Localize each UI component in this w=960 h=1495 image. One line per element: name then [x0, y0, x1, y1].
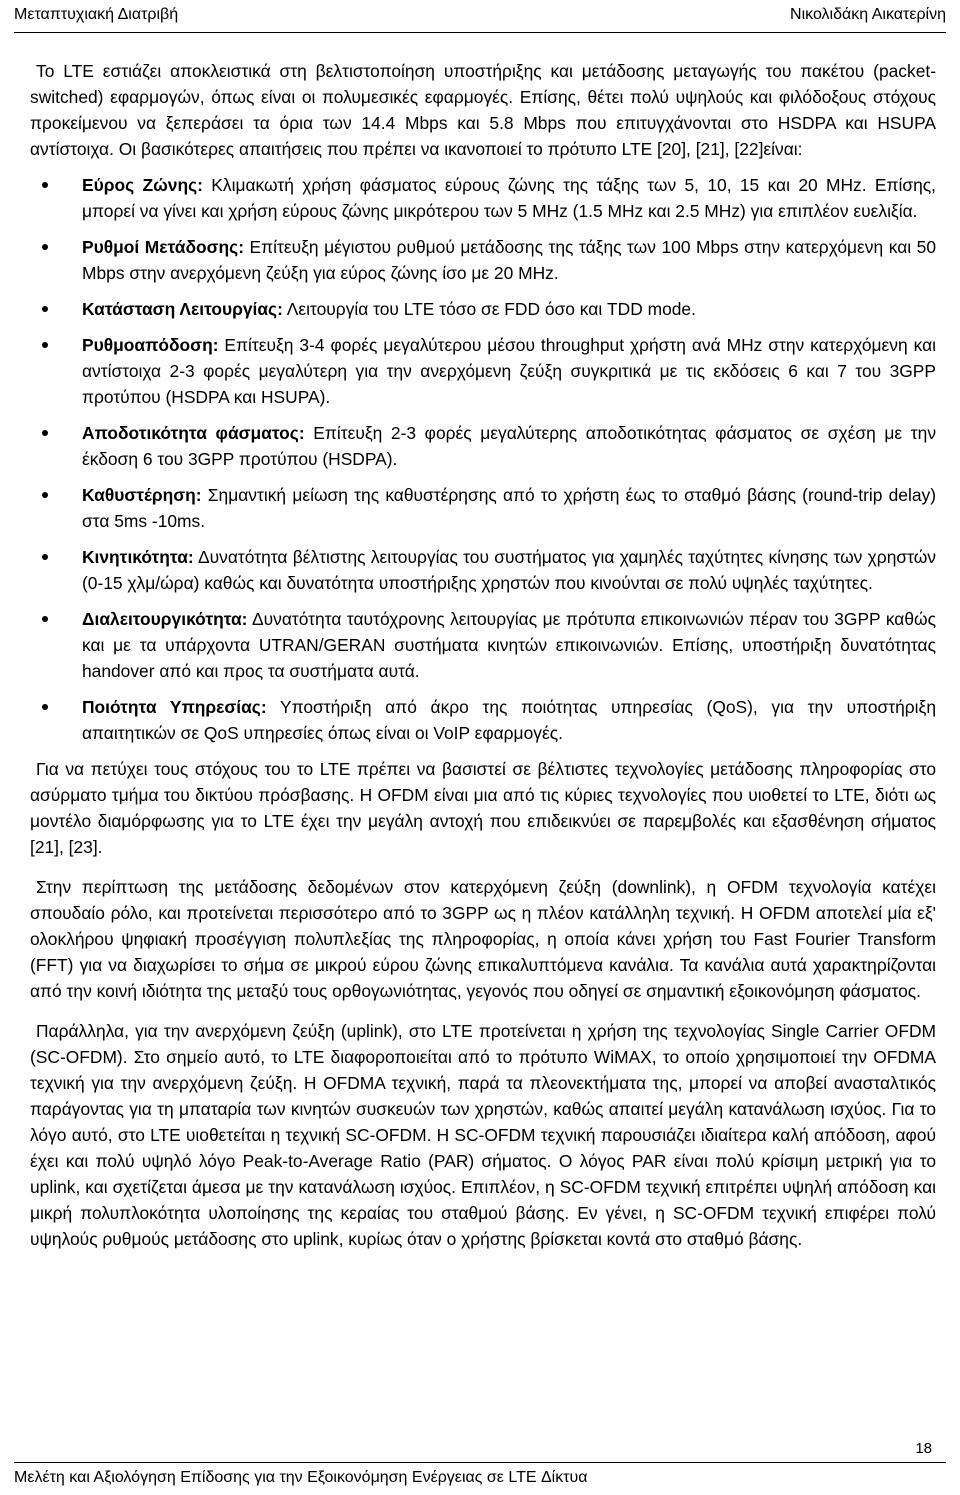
- requirement-term: Ποιότητα Υπηρεσίας:: [82, 697, 267, 717]
- bullet-icon: [42, 342, 48, 348]
- requirement-term: Κινητικότητα:: [82, 547, 194, 567]
- body-paragraph: Στην περίπτωση της μετάδοσης δεδομένων στον κατερχόμενη ζεύξη (downlink), η OFDM τεχνολογία κατέχει σπουδαίο ρόλο, και προτείνεται περισσότερο από το 3GPP ως η πλέον κατάλληλη τεχνική. Η OFDM αποτελεί μία εξ' ολοκλήρου ψηφιακή προσέγγιση πολυπλεξίας της πληροφορίας, η οποία κάνει χρήση του Fast Fourier Transform (FFT) για να διαχωρίσει το σήμα σε μικρού εύρου ζώνης επικαλυπτόμενα κανάλια. Τα κανάλια αυτά χαρακτηρίζονται από την κοινή ιδιότητα της μεταξύ τους ορθογωνιότητας, γεγονός που οδηγεί σε σημαντική εξοικονόμηση φάσματος.: [30, 877, 936, 1001]
- requirement-text: Επίτευξη 2-3 φορές μεγαλύτερης αποδοτικότητας φάσματος σε σχέση με την έκδοση 6 του 3GPP προτύπου (HSDPA).: [82, 423, 937, 469]
- list-item: [30, 332, 936, 410]
- page-header: [14, 4, 946, 33]
- bullet-icon: [42, 616, 48, 622]
- list-item: [30, 544, 936, 596]
- requirement-text: Δυνατότητα βέλτιστης λειτουργίας του συστήματος για χαμηλές ταχύτητες κίνησης των χρηστών (0-15 χλμ/ώρα) καθώς και δυνατότητα υποστήριξης χρηστών που κινούνται σε πολύ υψηλές ταχύτητες.: [82, 547, 936, 593]
- list-item: [30, 694, 936, 746]
- intro-paragraph: Το LTE εστιάζει αποκλειστικά στη βελτιστοποίηση υποστήριξης και μετάδοσης μεταγωγής του πακέτου (packet-switched) εφαρμογών, όπως είναι οι πολυμεσικές εφαρμογές. Επίσης, θέτει πολύ υψηλούς και φιλόδοξους στόχους προκείμενου να ξεπεράσει τα όρια των 14.4 Mbps και 5.8 Mbps που επιτυγχάνονται στο HSDPA και HSUPA αντίστοιχα. Οι βασικότερες απαιτήσεις που πρέπει να ικανοποιεί το πρότυπο LTE [20], [21], [22]είναι:: [30, 61, 936, 159]
- bullet-icon: [42, 306, 48, 312]
- requirement-text: Υποστήριξη από άκρο της ποιότητας υπηρεσίας (QoS), για την υποστήριξη απαιτητικών σε QoS υπηρεσίες όπως είναι οι VoIP εφαρμογές.: [82, 697, 936, 743]
- body-paragraph: Για να πετύχει τους στόχους του το LTE πρέπει να βασιστεί σε βέλτιστες τεχνολογίες μετάδοσης πληροφορίας στο ασύρματο τμήμα του δικτύου πρόσβασης. Η OFDM είναι μια από τις κύριες τεχνολογίες που υιοθετεί το LTE, διότι ως μοντέλο διαμόρφωσης για το LTE έχει την μεγάλη αντοχή που επιδεικνύει σε παρεμβολές και εξασθένηση σήματος [21], [23].: [30, 759, 936, 857]
- header-author: Νικολιδάκη Αικατερίνη: [790, 6, 946, 23]
- bullet-icon: [42, 704, 48, 710]
- requirement-text: Επίτευξη μέγιστου ρυθμού μετάδοσης της τάξης των 100 Mbps στην κατερχόμενη και 50 Mbps στην ανερχόμενη ζεύξη για εύρος ζώνης ίσο με 20 MHz.: [82, 237, 937, 283]
- bullet-icon: [42, 492, 48, 498]
- page-body: [30, 58, 936, 1252]
- requirement-text: Σημαντική μείωση της καθυστέρησης από το χρήστη έως το σταθμό βάσης (round-trip delay) στα 5ms -10ms.: [82, 485, 936, 531]
- bullet-icon: [42, 244, 48, 250]
- list-item: [30, 172, 936, 224]
- bullet-icon: [42, 554, 48, 560]
- requirements-list: [30, 172, 936, 746]
- requirement-term: Ρυθμοί Μετάδοσης:: [82, 237, 244, 257]
- page-footer: Μελέτη και Αξιολόγηση Επίδοσης για την Εξοικονόμηση Ενέργειας σε LTE Δίκτυα: [14, 1462, 946, 1493]
- requirement-text: Επίτευξη 3-4 φορές μεγαλύτερου μέσου throughput χρήστη ανά MHz στην κατερχόμενη και αντίστοιχα 2-3 φορές μεγαλύτερη για την ανερχόμενη ζεύξη συγκριτικά με τις εκδόσεις 6 και 7 του 3GPP προτύπου (HSDPA και HSUPA).: [82, 335, 936, 407]
- requirement-text: Κλιμακωτή χρήση φάσματος εύρους ζώνης της τάξης των 5, 10, 15 και 20 MHz. Επίσης, μπορεί να γίνει και χρήση εύρους ζώνης μικρότερου των 5 MHz (1.5 MHz και 2.5 MHz) για επιπλέον ευελιξία.: [82, 175, 937, 221]
- body-paragraph: Παράλληλα, για την ανερχόμενη ζεύξη (uplink), στο LTE προτείνεται η χρήση της τεχνολογίας Single Carrier OFDM (SC-OFDM). Στο σημείο αυτό, το LTE διαφοροποιείται από το πρότυπο WiMAX, το οποίο χρησιμοποιεί την OFDMA τεχνική για την ανερχόμενη ζεύξη. Η OFDMA τεχνική, παρά τα πλεονεκτήματα της, μπορεί να αποβεί ανασταλτικός παράγοντας για τη μπαταρία των κινητών συσκευών των χρηστών, καθώς απαιτεί μεγάλη κατανάλωση ισχύος. Για το λόγο αυτό, στο LTE υιοθετείται η τεχνική SC-OFDM. Η SC-OFDM τεχνική παρουσιάζει ιδιαίτερα καλή απόδοση, αφού έχει και πολύ υψηλό λόγο Peak-to-Average Ratio (PAR) σήματος. Ο λόγος PAR είναι πολύ κρίσιμη μετρική για το uplink, και σχετίζεται άμεσα με την κατανάλωση ισχύος. Επιπλέον, η SC-OFDM τεχνική επιτρέπει υψηλή απόδοση και μικρή πολυπλοκότητα υλοποίησης της κεραίας του σταθμού βάσης. Εν γένει, η SC-OFDM τεχνική επιφέρει πολύ υψηλούς ρυθμούς μετάδοσης στο uplink, κυρίως όταν ο χρήστης βρίσκεται κοντά στο σταθμό βάσης.: [30, 1021, 936, 1249]
- header-thesis-type: Μεταπτυχιακή Διατριβή: [14, 6, 179, 23]
- list-item: [30, 606, 936, 684]
- page-number: 18: [915, 1440, 932, 1457]
- list-item: [30, 420, 936, 472]
- requirement-term: Κατάσταση Λειτουργίας:: [82, 299, 283, 319]
- requirement-term: Ρυθμοαπόδοση:: [82, 335, 219, 355]
- requirement-term: Αποδοτικότητα φάσματος:: [82, 423, 305, 443]
- requirement-text: Λειτουργία του LTE τόσο σε FDD όσο και TDD mode.: [282, 299, 696, 319]
- requirement-text: Δυνατότητα ταυτόχρονης λειτουργίας με πρότυπα επικοινωνιών πέραν του 3GPP καθώς και με τα υπάρχοντα UTRAN/GERAN συστήματα κινητών επικοινωνιών. Επίσης, υποστήριξη δυνατότητας handover από και προς τα συστήματα αυτά.: [82, 609, 936, 681]
- requirement-term: Καθυστέρηση:: [82, 485, 202, 505]
- requirement-term: Εύρος Ζώνης:: [82, 175, 203, 195]
- bullet-icon: [42, 182, 48, 188]
- requirement-term: Διαλειτουργικότητα:: [82, 609, 248, 629]
- list-item: [30, 234, 936, 286]
- list-item: [30, 482, 936, 534]
- list-item: [30, 296, 936, 322]
- bullet-icon: [42, 430, 48, 436]
